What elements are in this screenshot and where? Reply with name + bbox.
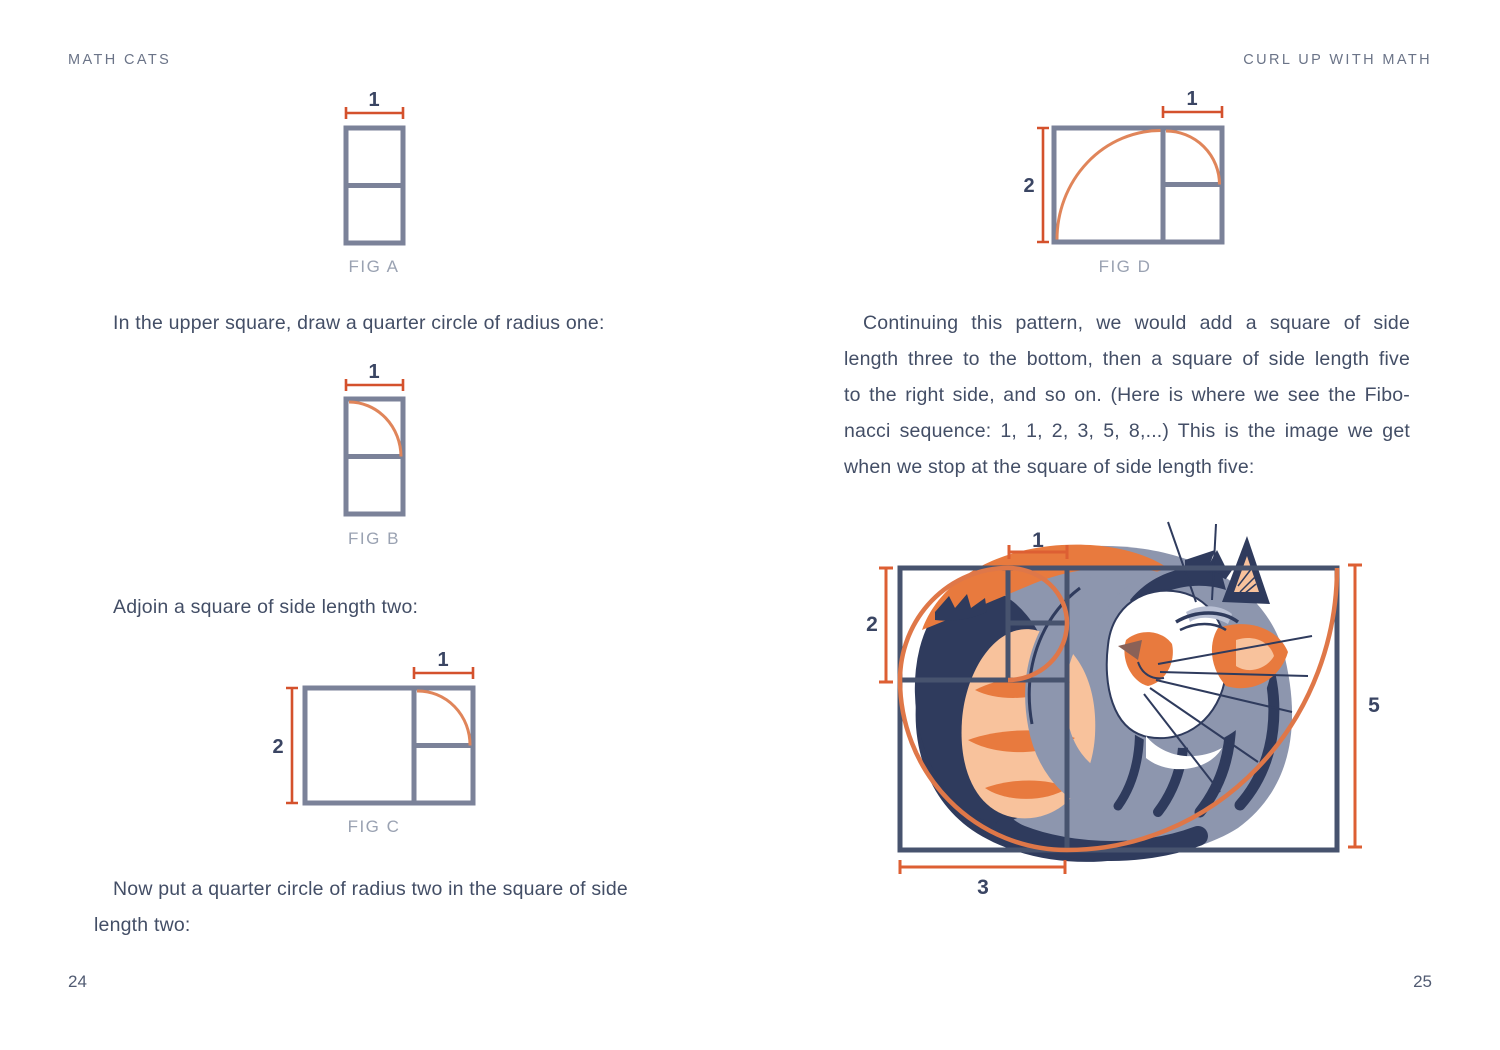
text-line: Continuing this pattern, we would add a square of side xyxy=(863,312,1410,334)
text-line: nacci sequence: 1, 1, 2, 3, 5, 8,...) This is the image we get xyxy=(844,420,1410,442)
text-line: In the upper square, draw a quarter circle of radius one: xyxy=(113,312,605,334)
fig-b-quarter-circle xyxy=(349,402,401,457)
text-line: Adjoin a square of side length two: xyxy=(113,596,419,618)
fig-c-dim-label-2: 2 xyxy=(272,736,284,758)
fig-d-diagram xyxy=(1000,85,1270,255)
text-line: when we stop at the square of side length five: xyxy=(844,456,1255,478)
fibonacci-cat-figure xyxy=(830,520,1430,920)
fig-b-caption: FIG B xyxy=(348,529,400,548)
left-page-number: 24 xyxy=(68,972,87,991)
right-page-number: 25 xyxy=(1413,972,1432,991)
fig-c-dim-label-1: 1 xyxy=(437,649,449,671)
fig-c-quarter-circle xyxy=(417,691,470,746)
fig-a-dim-label: 1 xyxy=(368,89,380,111)
fig-c-left-bracket xyxy=(286,688,298,803)
fig-a-diagram xyxy=(300,85,450,275)
right-running-head: CURL UP WITH MATH xyxy=(1243,52,1432,68)
text-line: Now put a quarter circle of radius two in the square of side xyxy=(113,878,628,900)
fig-d-dim-label-2: 2 xyxy=(1023,175,1035,197)
left-paragraph-3 xyxy=(94,871,628,943)
left-running-head: MATH CATS xyxy=(68,52,172,68)
fig-b-dim-label: 1 xyxy=(368,361,380,383)
text-line: to the right side, and so on. (Here is where we see the Fibo- xyxy=(844,384,1410,406)
fig-d-left-bracket xyxy=(1037,128,1049,242)
big-fig-dim-label-2: 2 xyxy=(866,613,878,636)
big-fig-dim-label-5: 5 xyxy=(1368,694,1380,717)
fig-b-diagram xyxy=(300,357,450,547)
big-fig-dim-label-3: 3 xyxy=(977,876,989,899)
text-line: length three to the bottom, then a square of side length five xyxy=(844,348,1410,370)
fig-d-caption: FIG D xyxy=(1098,257,1152,276)
fig-d-dim-label-1: 1 xyxy=(1186,88,1198,110)
left-paragraph-1 xyxy=(94,305,605,341)
text-line: length two: xyxy=(94,914,191,936)
fig-d-big-quarter-circle xyxy=(1057,131,1161,240)
fig-c-diagram xyxy=(250,645,520,815)
big-fig-dim-label-1: 1 xyxy=(1032,529,1044,552)
fig-c-caption: FIG C xyxy=(347,817,401,836)
left-paragraph-2 xyxy=(94,589,418,625)
fig-d-small-quarter-circle xyxy=(1166,131,1220,185)
right-paragraph xyxy=(844,305,1410,485)
fig-a-caption: FIG A xyxy=(348,257,400,276)
